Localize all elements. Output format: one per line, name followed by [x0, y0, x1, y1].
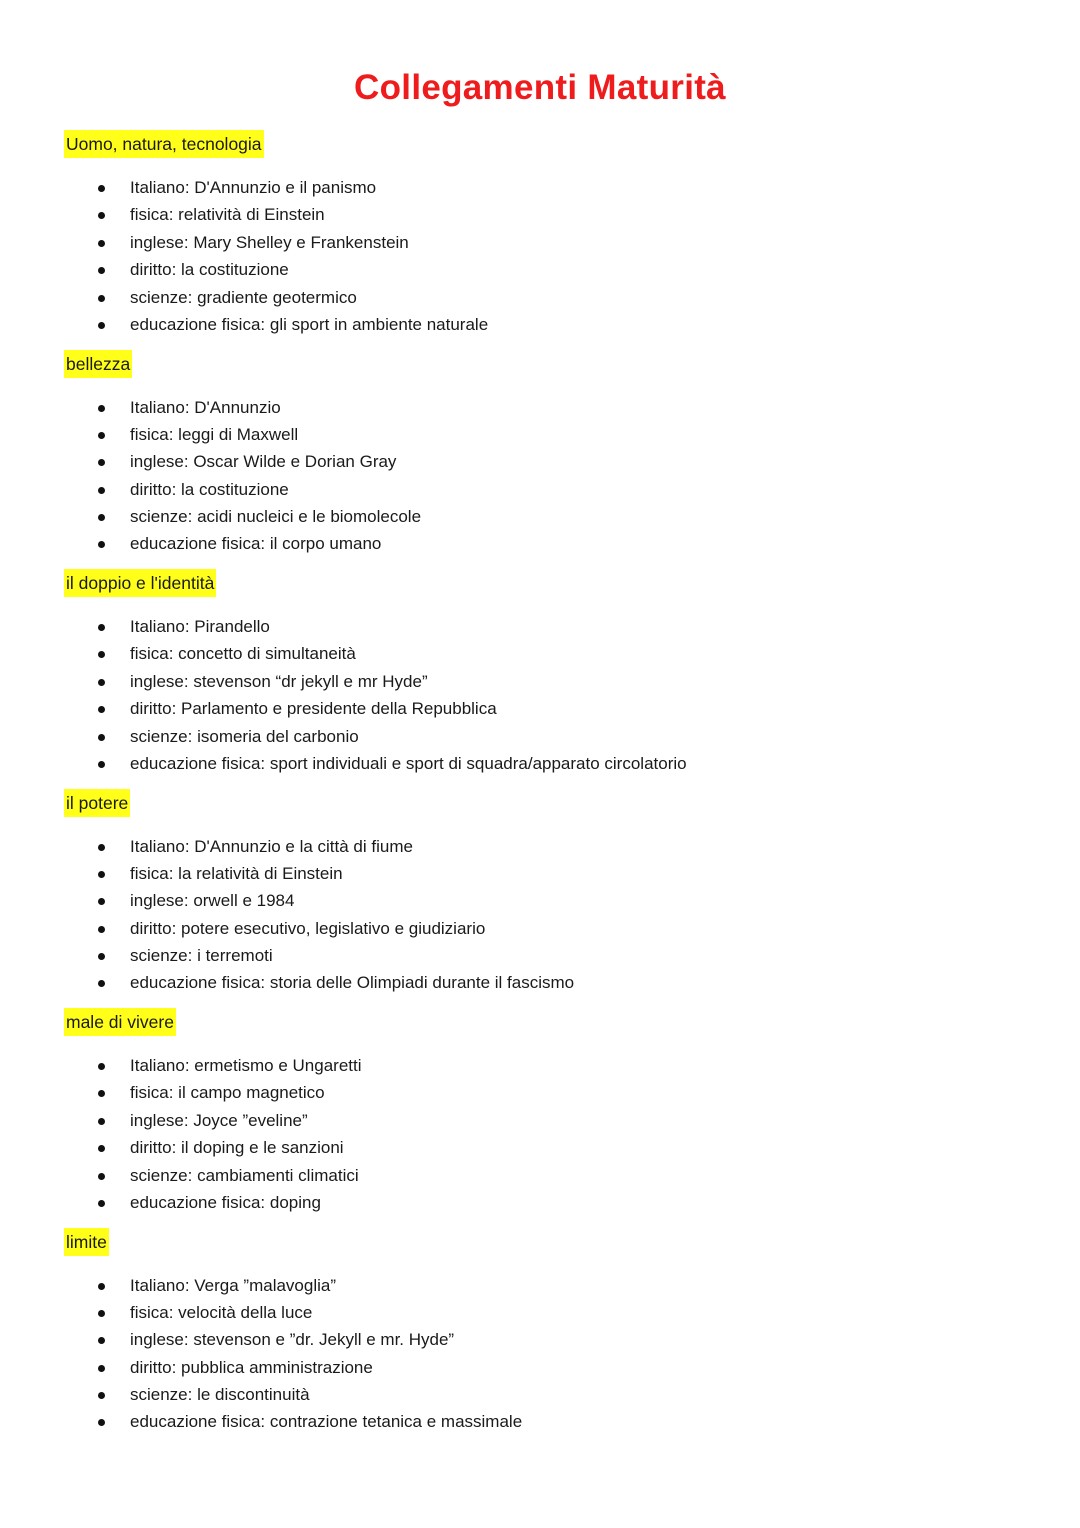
list-item-text: scienze: le discontinuità [130, 1385, 310, 1405]
list-item [64, 1134, 362, 1161]
section [64, 789, 1044, 1009]
list-item-text: fisica: concetto di simultaneità [130, 644, 356, 664]
list-item [64, 1408, 522, 1435]
bullet-icon [98, 706, 105, 713]
list-item [64, 421, 421, 448]
list-item-text: diritto: pubblica amministrazione [130, 1357, 373, 1377]
sections-container [64, 130, 1044, 1447]
list-item-text: inglese: stevenson e ”dr. Jekyll e mr. Hyde” [130, 1330, 455, 1350]
list-item [64, 1326, 522, 1353]
bullet-icon [98, 1392, 105, 1399]
list-item-text: diritto: la costituzione [130, 260, 289, 280]
list-item-text: Italiano: Pirandello [130, 617, 270, 636]
section-heading: bellezza [64, 350, 132, 378]
list-item-text: diritto: Parlamento e presidente della Repubblica [130, 699, 497, 719]
bullet-list [64, 833, 574, 997]
bullet-icon [98, 432, 105, 439]
section-heading: il doppio e l'identità [64, 569, 216, 597]
list-item-text: educazione fisica: storia delle Olimpiadi durante il fascismo [130, 973, 575, 993]
section-heading: il potere [64, 789, 130, 817]
list-item [64, 695, 687, 722]
bullet-icon [98, 679, 105, 686]
list-item-text: scienze: i terremoti [130, 946, 273, 966]
list-item-text: educazione fisica: contrazione tetanica e massimale [130, 1412, 523, 1432]
bullet-list [64, 1272, 522, 1436]
list-item [64, 942, 574, 969]
list-item-text: Italiano: D'Annunzio [130, 397, 281, 417]
list-item [64, 1354, 522, 1381]
bullet-list [64, 613, 687, 777]
list-item [64, 284, 488, 311]
section-heading: male di vivere [64, 1008, 176, 1036]
bullet-icon [98, 624, 105, 631]
bullet-icon [98, 1419, 105, 1426]
list-item [64, 860, 574, 887]
bullet-icon [98, 405, 105, 412]
list-item-text: scienze: isomeria del carbonio [130, 726, 359, 746]
list-item [64, 833, 574, 860]
list-item-text: inglese: Oscar Wilde e Dorian Gray [130, 452, 397, 472]
list-item-text: inglese: orwell e 1984 [130, 891, 295, 911]
bullet-icon [98, 541, 105, 548]
bullet-icon [98, 1118, 105, 1125]
bullet-icon [98, 185, 105, 192]
list-item-text: fisica: il campo magnetico [130, 1083, 325, 1103]
bullet-icon [98, 651, 105, 658]
bullet-icon [98, 487, 105, 494]
list-item-text: inglese: Joyce ”eveline” [130, 1110, 308, 1130]
list-item [64, 613, 687, 640]
bullet-icon [98, 295, 105, 302]
list-item-text: educazione fisica: il corpo umano [130, 534, 382, 554]
list-item [64, 530, 421, 557]
bullet-icon [98, 1310, 105, 1317]
list-item [64, 229, 488, 256]
list-item [64, 723, 687, 750]
bullet-icon [98, 1337, 105, 1344]
bullet-icon [98, 1090, 105, 1097]
bullet-list [64, 1052, 362, 1216]
list-item [64, 1381, 522, 1408]
list-item-text: scienze: acidi nucleici e le biomolecole [130, 507, 422, 527]
list-item [64, 1107, 362, 1134]
section [64, 569, 1044, 789]
bullet-icon [98, 844, 105, 851]
bullet-icon [98, 1200, 105, 1207]
list-item [64, 1052, 362, 1079]
list-item [64, 750, 687, 777]
bullet-icon [98, 240, 105, 247]
list-item-text: inglese: Mary Shelley e Frankenstein [130, 232, 409, 252]
list-item-text: Italiano: D'Annunzio e il panismo [130, 178, 377, 197]
list-item-text: fisica: velocità della luce [130, 1302, 313, 1322]
list-item [64, 311, 488, 338]
bullet-icon [98, 980, 105, 987]
section [64, 1008, 1044, 1228]
list-item-text: Italiano: ermetismo e Ungaretti [130, 1056, 362, 1075]
bullet-list [64, 174, 488, 338]
list-item [64, 1189, 362, 1216]
list-item [64, 1162, 362, 1189]
list-item-text: Italiano: D'Annunzio e la città di fiume [130, 836, 413, 856]
list-item-text: educazione fisica: sport individuali e sport di squadra/apparato circolatorio [130, 753, 687, 773]
list-item-text: diritto: il doping e le sanzioni [130, 1138, 344, 1158]
bullet-icon [98, 926, 105, 933]
list-item [64, 503, 421, 530]
bullet-icon [98, 267, 105, 274]
list-item-text: diritto: la costituzione [130, 479, 289, 499]
list-item-text: scienze: cambiamenti climatici [130, 1165, 359, 1185]
list-item [64, 256, 488, 283]
bullet-icon [98, 459, 105, 466]
list-item [64, 1299, 522, 1326]
list-item [64, 640, 687, 667]
document-title: Collegamenti Maturità [354, 68, 726, 107]
list-item-text: Italiano: Verga ”malavoglia” [130, 1275, 337, 1295]
list-item-text: fisica: relatività di Einstein [130, 205, 325, 225]
list-item-text: inglese: stevenson “dr jekyll e mr Hyde” [130, 671, 428, 691]
section-heading: Uomo, natura, tecnologia [64, 130, 264, 158]
bullet-icon [98, 1145, 105, 1152]
bullet-list [64, 394, 421, 558]
list-item-text: educazione fisica: gli sport in ambiente naturale [130, 314, 489, 334]
bullet-icon [98, 898, 105, 905]
section-heading: limite [64, 1228, 109, 1256]
list-item [64, 174, 488, 201]
list-item [64, 668, 687, 695]
list-item-text: fisica: la relatività di Einstein [130, 863, 343, 883]
bullet-icon [98, 734, 105, 741]
bullet-icon [98, 1063, 105, 1070]
list-item [64, 1272, 522, 1299]
list-item-text: diritto: potere esecutivo, legislativo e giudiziario [130, 918, 486, 938]
list-item-text: fisica: leggi di Maxwell [130, 424, 299, 444]
section [64, 350, 1044, 570]
list-item-text: scienze: gradiente geotermico [130, 287, 357, 307]
bullet-icon [98, 761, 105, 768]
bullet-icon [98, 322, 105, 329]
list-item [64, 887, 574, 914]
bullet-icon [98, 1365, 105, 1372]
bullet-icon [98, 514, 105, 521]
list-item [64, 201, 488, 228]
section [64, 1228, 1044, 1448]
list-item-text: educazione fisica: doping [130, 1192, 321, 1212]
list-item [64, 448, 421, 475]
bullet-icon [98, 1283, 105, 1290]
bullet-icon [98, 212, 105, 219]
bullet-icon [98, 953, 105, 960]
section [64, 130, 1044, 350]
list-item [64, 476, 421, 503]
list-item [64, 1079, 362, 1106]
bullet-icon [98, 871, 105, 878]
list-item [64, 915, 574, 942]
bullet-icon [98, 1173, 105, 1180]
list-item [64, 969, 574, 996]
list-item [64, 394, 421, 421]
